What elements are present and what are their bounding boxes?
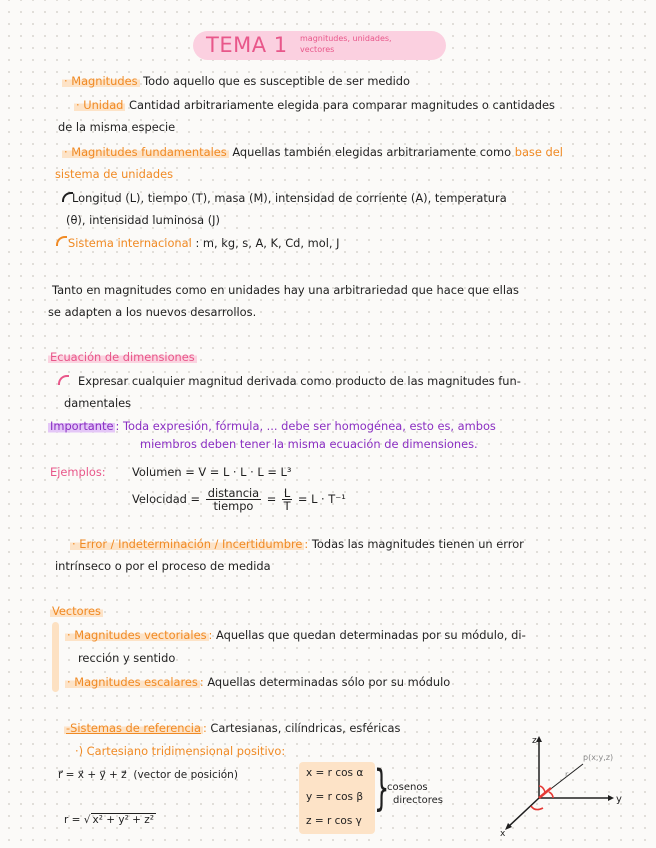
- position-vector: r⃗ = x⃗ + y⃗ + z⃗ (vector de posición): [58, 769, 238, 781]
- error-line-2: intrínseco o por el proceso de medida: [55, 559, 271, 573]
- fund-list-2: (θ), intensidad luminosa (J): [66, 213, 220, 227]
- importante-line-1: Importante : Toda expresión, fórmula, ... debe ser homogénea, esto es, ambos: [50, 419, 496, 433]
- def-magnitudes: [62, 74, 410, 88]
- def-unidad-cont: de la misma especie: [58, 120, 176, 134]
- label-y: y: [616, 794, 622, 805]
- term-escalares: · Magnitudes escalares: [67, 675, 198, 689]
- escalares-line: · Magnitudes escalares : Aquellas determinadas sólo por su módulo: [67, 675, 451, 689]
- z-arrowhead: [536, 736, 542, 742]
- cos-z: z = r cos γ: [306, 815, 362, 827]
- si-line: [68, 236, 340, 250]
- importante-line-2: miembros deben tener la misma ecuación de dimensiones.: [140, 437, 478, 451]
- paragraph-line-1: Tanto en magnitudes como en unidades hay una arbitrariedad que hace que ellas: [52, 283, 519, 297]
- sistemas-line: -Sistemas de referencia : Cartesianas, cilíndricas, esféricas: [66, 721, 401, 735]
- text-error-1: Todas las magnitudes tienen un error: [311, 537, 524, 551]
- label-p: p(x,y,z): [583, 753, 614, 762]
- si-colon: :: [195, 236, 200, 250]
- text-si: m, kg, s, A, K, Cd, mol, J: [202, 236, 340, 250]
- term-unidad: · Unidad: [76, 98, 124, 112]
- label-z: z: [532, 736, 537, 746]
- angle-alpha-arc: [531, 806, 543, 810]
- text-escalares: Aquellas determinadas sólo por su módulo: [207, 675, 451, 689]
- cosenos-label: cosenos directores: [387, 782, 443, 806]
- subtitle-line-2: vectores: [300, 45, 335, 54]
- term-error: · Error / Indeterminación / Incertidumbre: [72, 537, 303, 551]
- angle-beta-arc: [549, 792, 553, 798]
- subtitle-line-1: magnitudes, unidades,: [300, 34, 392, 43]
- text-magnitudes: Todo aquello que es susceptible de ser medido: [143, 74, 411, 88]
- text-base: base del: [514, 145, 563, 159]
- text-fundamentales: Aquellas también elegidas arbitrariamente como: [232, 145, 512, 159]
- fraction-distancia-tiempo: $\frac{\text{distancia}}{\text{tiempo}}$: [207, 486, 260, 513]
- axes-diagram: [495, 732, 630, 840]
- angle-gamma-arc: [539, 786, 545, 792]
- page-title: TEMA 1: [206, 33, 288, 57]
- def-fundamentales: [62, 145, 563, 159]
- term-vectoriales: · Magnitudes vectoriales: [67, 628, 207, 642]
- y-arrowhead: [608, 795, 614, 801]
- error-line-1: · Error / Indeterminación / Incertidumbre : Todas las magnitudes tienen un error: [72, 537, 524, 551]
- vectoriales-line-2: rección y sentido: [78, 651, 176, 665]
- cos-x: x = r cos α: [306, 767, 364, 779]
- term-importante: Importante: [50, 419, 114, 433]
- text-vectoriales-1: Aquellas que quedan determinadas por su módulo, di-: [216, 628, 526, 642]
- hook-arrow-icon: [58, 375, 69, 385]
- text-unidad: Cantidad arbitrariamente elegida para comparar magnitudes o cantidades: [129, 98, 555, 112]
- label-r: r: [565, 770, 569, 779]
- example-volumen: Volumen = V = L · L · L = L³: [132, 465, 292, 479]
- cos-y: y = r cos β: [306, 791, 364, 803]
- term-sistemas: -Sistemas de referencia: [66, 721, 201, 735]
- example-velocidad: Velocidad = $\frac{\text{distancia}}{\text{tiempo}}$ = $\frac{L}{T}$ = L · T⁻¹: [132, 486, 346, 513]
- paragraph-line-2: se adapten a los nuevos desarrollos.: [48, 305, 257, 319]
- ecuacion-text-1: Expresar cualquier magnitud derivada como producto de las magnitudes fun-: [78, 374, 521, 388]
- modulus-formula: r = √ x² + y² + z²: [64, 814, 155, 826]
- hook-arrow-icon: [56, 236, 67, 246]
- label-x: x: [500, 829, 506, 839]
- term-si: Sistema internacional: [68, 236, 192, 250]
- vectoriales-line-1: · Magnitudes vectoriales : Aquellas que quedan determinadas por su módulo, di-: [67, 628, 526, 642]
- brace-icon: }: [374, 760, 390, 816]
- term-ejemplos: Ejemplos:: [50, 465, 106, 479]
- def-unidad: [74, 98, 555, 112]
- x-axis: [507, 798, 539, 828]
- def-fundamentales-cont: sistema de unidades: [55, 167, 174, 181]
- text-importante-1: Toda expresión, fórmula, ... debe ser homogénea, esto es, ambos: [122, 419, 496, 433]
- text-sistemas: Cartesianas, cilíndricas, esféricas: [210, 721, 401, 735]
- heading-ecuacion: Ecuación de dimensiones: [50, 350, 195, 364]
- fraction-L-T: $\frac{L}{T}$: [283, 486, 291, 513]
- ecuacion-text-2: damentales: [64, 396, 132, 410]
- fund-list-1: Longitud (L), tiempo (T), masa (M), intensidad de corriente (A), temperatura: [72, 191, 507, 205]
- term-fundamentales: · Magnitudes fundamentales: [64, 145, 227, 159]
- vectores-side-bar: [52, 622, 59, 692]
- page-subtitle: [300, 33, 392, 55]
- heading-vectores: Vectores: [52, 604, 101, 618]
- vel-label: Velocidad =: [132, 492, 201, 506]
- term-magnitudes: · Magnitudes: [64, 74, 138, 88]
- cartesiano-line: ·) Cartesiano tridimensional positivo:: [75, 744, 286, 758]
